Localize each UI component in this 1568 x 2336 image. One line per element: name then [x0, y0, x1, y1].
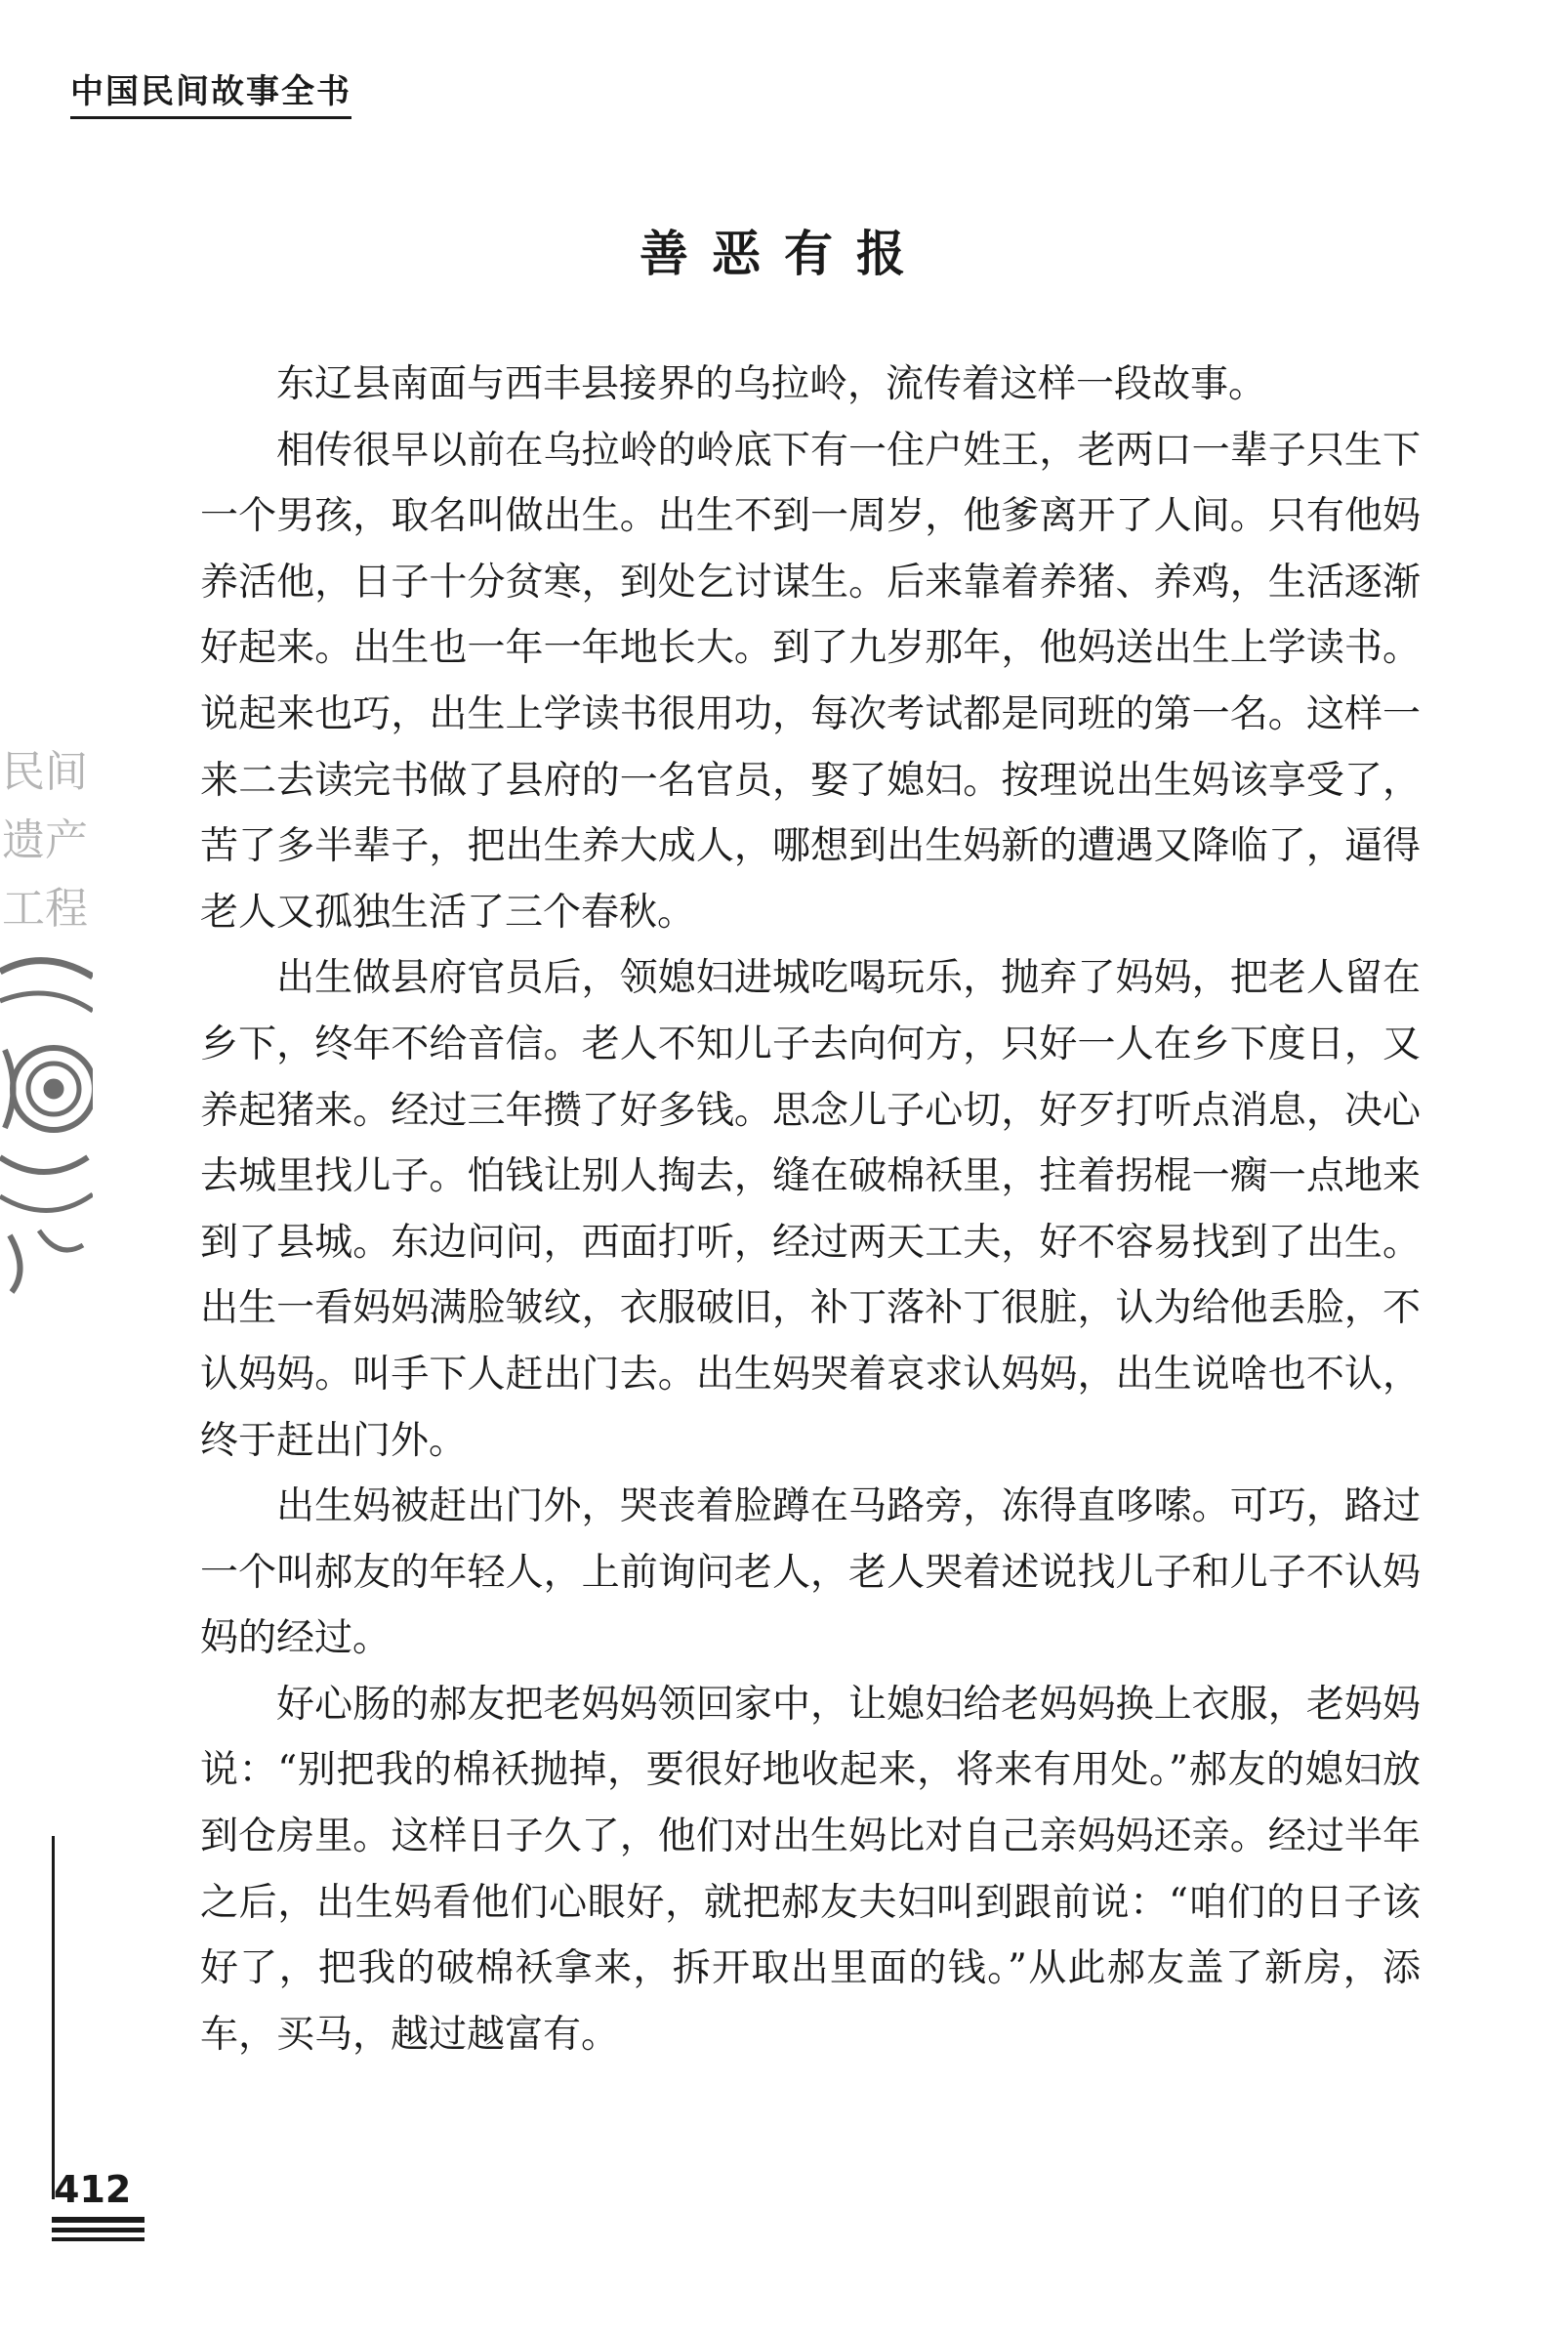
- story-body: [200, 352, 1421, 2067]
- bar-line: [52, 2228, 144, 2232]
- logo-line: 遗产: [2, 815, 88, 865]
- bar-line: [52, 2217, 144, 2223]
- bar-line: [52, 2237, 144, 2241]
- paragraph: 出生做县府官员后，领媳妇进城吃喝玩乐，抛弃了妈妈，把老人留在乡下，终年不给音信。老人不知儿子去向何方，只好一人在乡下度日，又养起猪来。经过三年攒了好多钱。思念儿子心切，好歹打听点消息，决心去城里找儿子。怕钱让别人掏去，缝在破棉袄里，拄着拐棍一瘸一点地来到了县城。东边问问，西面打听，经过两天工夫，好不容易找到了出生。出生一看妈妈满脸皱纹，衣服破旧，补丁落补丁很脏，认为给他丢脸，不认妈妈。叫手下人赶出门去。出生妈哭着哀求认妈妈，出生说啥也不认，终于赶出门外。: [200, 956, 1421, 1463]
- paragraph: 好心肠的郝友把老妈妈领回家中，让媳妇给老妈妈换上衣服，老妈妈说：“别把我的棉袄抛掉，要很好地收起来，将来有用处。”郝友的媳妇放到仓房里。这样日子久了，他们对出生妈比对自己亲妈妈还亲。经过半年之后，出生妈看他们心眼好，就把郝友夫妇叫到跟前说：“咱们的日子该好了，把我的破棉袄拿来，拆开取出里面的钱。”从此郝友盖了新房，添车，买马，越过越富有。: [200, 1682, 1421, 2057]
- paragraph: 相传很早以前在乌拉岭的岭底下有一住户姓王，老两口一辈子只生下一个男孩，取名叫做出生。出生不到一周岁，他爹离开了人间。只有他妈养活他，日子十分贫寒，到处乞讨谋生。后来靠着养猪、养鸡，生活逐渐好起来。出生也一年一年地长大。到了九岁那年，他妈送出生上学读书。说起来也巧，出生上学读书很用功，每次考试都是同班的第一名。这样一来二去读完书做了县府的一名官员，娶了媳妇。按理说出生妈该享受了，苦了多半辈子，把出生养大成人，哪想到出生妈新的遭遇又降临了，逼得老人又孤独生活了三个春秋。: [200, 428, 1421, 935]
- logo-line: 工程: [2, 884, 88, 934]
- paragraph: 东辽县南面与西丰县接界的乌拉岭，流传着这样一段故事。: [276, 362, 1267, 406]
- running-header: 中国民间故事全书: [70, 64, 351, 119]
- story-title: 善恶有报: [640, 226, 928, 282]
- page-number-bars: [52, 2217, 144, 2246]
- margin-rule: [52, 1836, 55, 2199]
- folk-heritage-logo: [0, 728, 93, 1294]
- logo-line: 民间: [2, 747, 88, 797]
- page-number: 412: [54, 2168, 132, 2211]
- paragraph: 出生妈被赶出门外，哭丧着脸蹲在马路旁，冻得直哆嗦。可巧，路过一个叫郝友的年轻人，上前询问老人，老人哭着述说找儿子和儿子不认妈妈的经过。: [200, 1484, 1421, 1661]
